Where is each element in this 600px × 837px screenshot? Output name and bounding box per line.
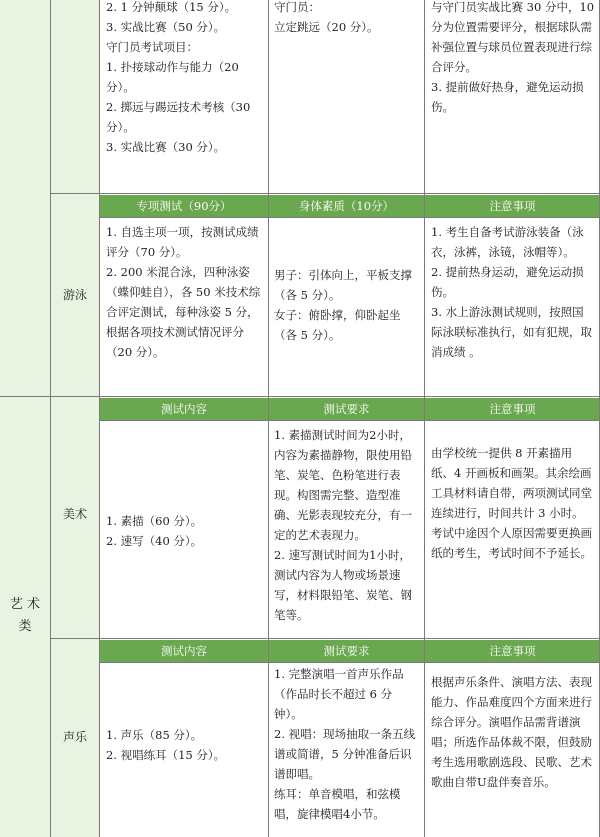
grid-vline — [424, 0, 425, 837]
swimming-special-test: 1. 自选主项一项，按测试成绩评分（70 分）。 2. 200 米混合泳，四种泳姿（蝶仰蛙自），各 50 米技术综合评定测试，每种泳姿 5 分，根据各项技术测试情况评分（20 分）。 — [106, 225, 261, 359]
grid-hline — [51, 193, 600, 194]
swimming-fitness: 男子：引体向上，平板支撑（各 5 分）。 女子：俯卧撑，仰卧起坐（各 5 分）。 — [274, 268, 412, 342]
fine-art-header-requirements: 测试要求 — [269, 398, 424, 420]
vocal-header-requirements: 测试要求 — [269, 640, 424, 662]
swimming-header-notes: 注意事项 — [425, 195, 600, 217]
football-goalkeeper-fitness: 守门员： 立定跳远（20 分）。 — [274, 0, 379, 34]
fine-art-requirements: 1. 素描测试时间为2小时，内容为素描静物，限使用铅笔、炭笔、色粉笔进行表现。构图需完整、造型准确、光影表现较充分，有一定的艺术表现力。 2. 速写测试时间为1小时，测试内容为人物或场景速写，材料限铅笔、炭笔、钢笔等。 — [274, 428, 412, 622]
football-notes: 与守门员实战比赛 30 分中，10 分为位置需要评分，根据球队需补强位置与球员位置表现进行综合评分。 3. 提前做好热身，避免运动损伤。 — [431, 0, 595, 114]
fine-art-header-notes: 注意事项 — [425, 398, 600, 420]
fine-art-notes: 由学校统一提供 8 开素描用纸、4 开画板和画架。其余绘画工具材料请自带，两项测试同堂连续进行，时间共计 3 小时。考试中途因个人原因需要更换画纸的考生，考试时间不予延长。 — [431, 446, 592, 560]
swimming-header-fitness: 身体素质（10分） — [269, 195, 424, 217]
grid-hline — [0, 396, 600, 397]
vocal-header-notes: 注意事项 — [425, 640, 600, 662]
vocal-header-content: 测试内容 — [100, 640, 268, 662]
vocal-notes: 根据声乐条件、演唱方法、表现能力、作品难度四个方面来进行综合评分。演唱作品需背谱演唱；所选作品体裁不限，但鼓励考生选用歌剧选段、民歌、艺术歌曲自带U盘伴奏音乐。 — [431, 675, 592, 789]
category-label-arts: 艺 术 类 — [9, 597, 41, 634]
grid-hline — [100, 217, 600, 218]
swimming-notes: 1. 考生自备考试游泳装备（泳衣，泳裤，泳镜，泳帽等）。 2. 提前热身运动，避免运动损伤。 3. 水上游泳测试规则，按照国际泳联标准执行，如有犯规，取消成绩 。 — [431, 225, 592, 359]
subject-label-fine-art: 美术 — [62, 507, 87, 521]
grid-vline — [50, 0, 51, 837]
fine-art-header-content: 测试内容 — [100, 398, 268, 420]
category-column-top — [0, 0, 51, 396]
subject-cell-football — [51, 0, 100, 193]
football-test-items: 2. 1 分钟颠球（15 分）。 3. 实战比赛（50 分）。 守门员考试项目： 1. 扑接球动作与能力（20 分）。 2. 掷远与踢远技术考核（30 分）。 3. 实战比赛（30 分）。 — [106, 0, 251, 154]
swimming-header-special-test: 专项测试（90分） — [100, 195, 268, 217]
fine-art-content: 1. 素描（60 分）。 2. 速写（40 分）。 — [106, 514, 203, 548]
subject-label-swimming: 游泳 — [62, 288, 87, 302]
vocal-content: 1. 声乐（85 分）。 2. 视唱练耳（15 分）。 — [106, 728, 226, 762]
grid-hline — [100, 420, 600, 421]
grid-vline — [99, 0, 100, 837]
vocal-requirements: 1. 完整演唱一首声乐作品（作品时长不超过 6 分钟）。 2. 视唱：现场抽取一条五线谱或简谱，5 分钟准备后识谱即唱。 练耳：单音模唱，和弦模唱，旋律模唱4小节。 — [274, 667, 416, 821]
grid-hline — [51, 638, 600, 639]
subject-label-vocal: 声乐 — [62, 730, 87, 744]
grid-hline — [100, 662, 600, 663]
grid-vline — [268, 0, 269, 837]
